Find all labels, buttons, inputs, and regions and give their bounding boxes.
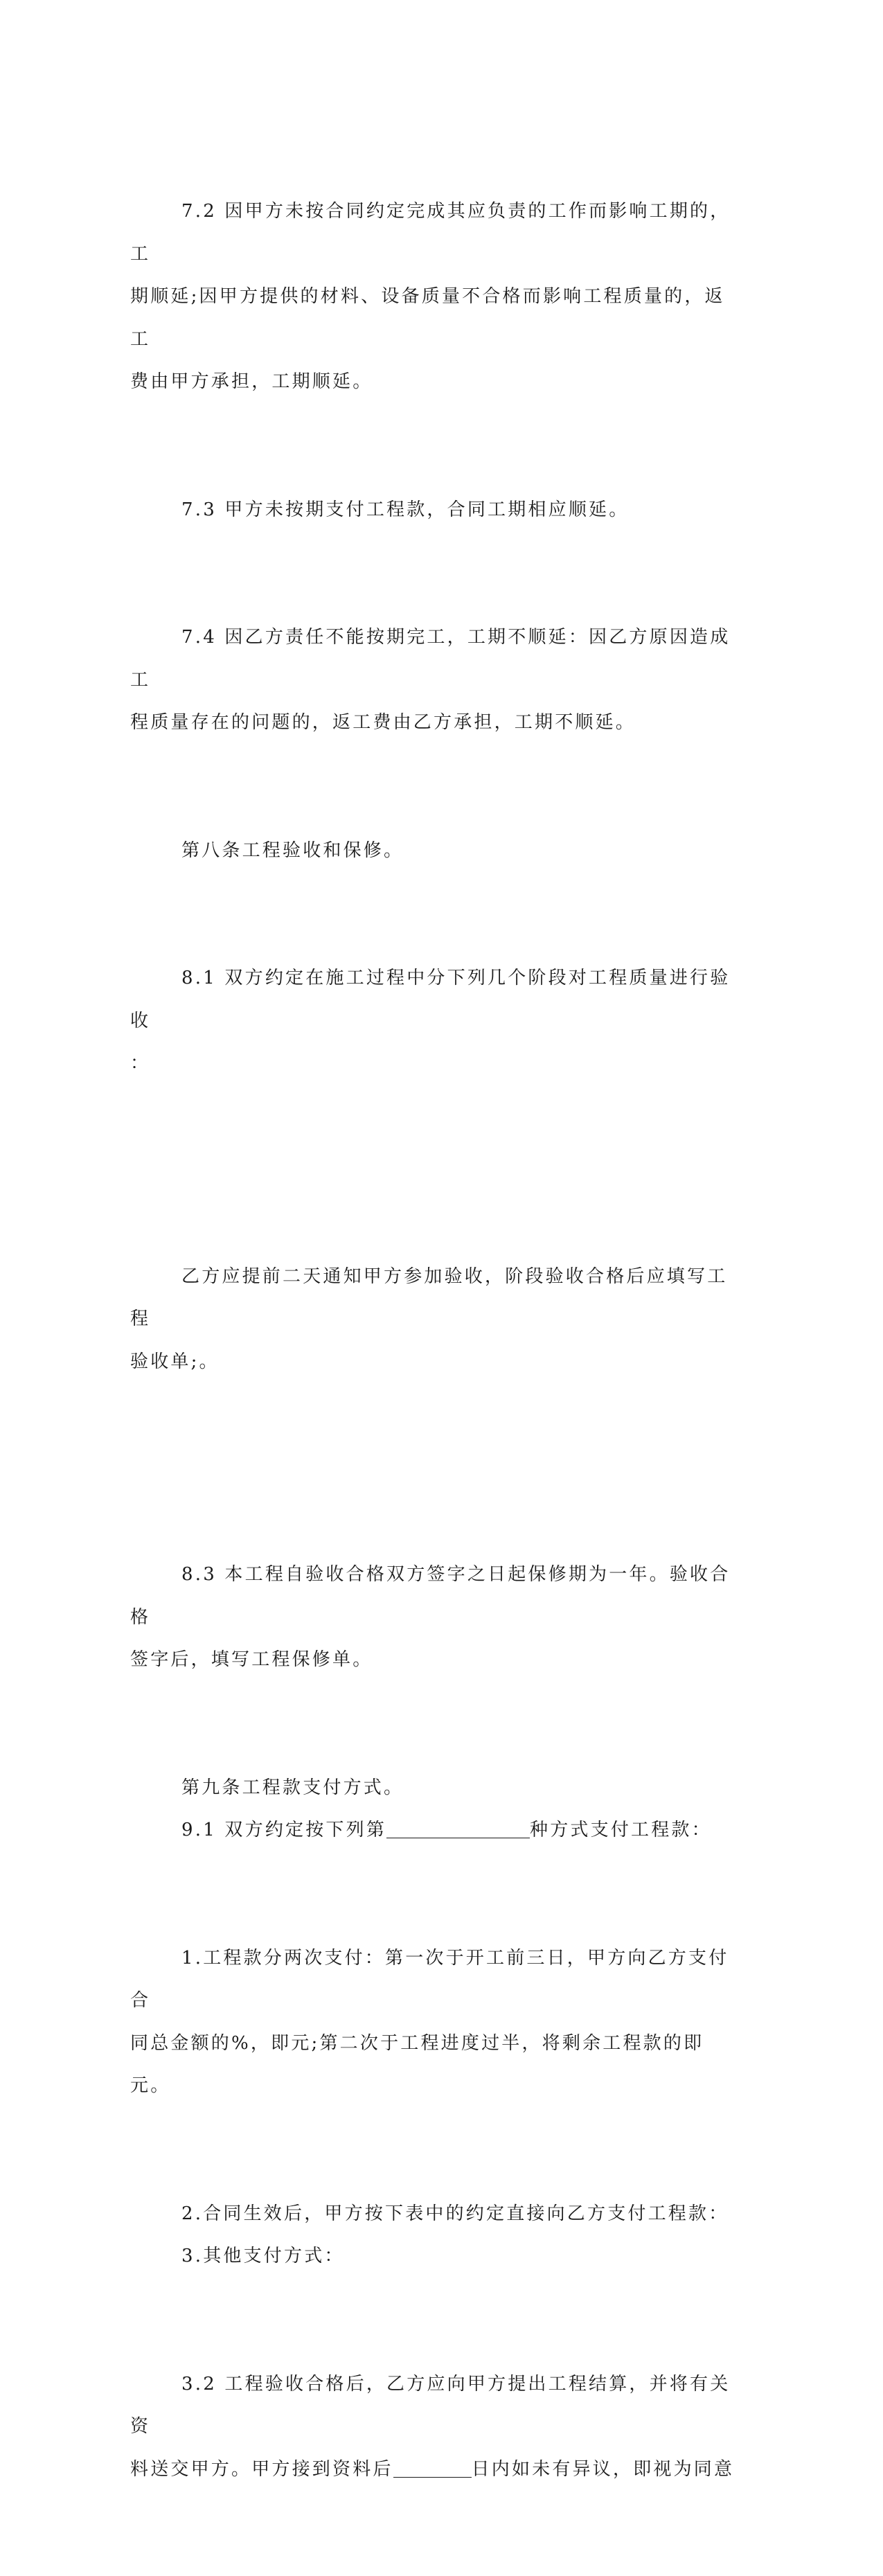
clause-9-1 bbox=[130, 1809, 740, 1852]
clause-8-1-line-2: ： bbox=[130, 1042, 740, 1085]
clause-3-2 bbox=[130, 2278, 740, 2576]
clause-8-1-line-1: 8.1 双方约定在施工过程中分下列几个阶段对工程质量进行验收 bbox=[130, 957, 740, 1042]
clause-8-3 bbox=[130, 1468, 740, 1767]
payment-option-1-line-1: 1.工程款分两次支付：第一次于开工前三日，甲方向乙方支付合 bbox=[130, 1937, 740, 2023]
document-page bbox=[0, 0, 883, 1143]
contract-text-body bbox=[130, 105, 740, 2576]
clause-7-2-line-1: 7.2 因甲方未按合同约定完成其应负责的工作而影响工期的，工 bbox=[130, 190, 740, 276]
clause-7-4 bbox=[130, 531, 740, 830]
clause-9-1-text-after: 种方式支付工程款： bbox=[530, 1820, 712, 1840]
days-blank bbox=[393, 2459, 472, 2478]
clause-7-2-line-3: 费由甲方承担，工期顺延。 bbox=[130, 361, 740, 404]
clause-7-2-line-2: 期顺延;因甲方提供的材料、设备质量不合格而影响工程质量的，返工 bbox=[130, 276, 740, 361]
payment-option-1 bbox=[130, 1852, 740, 2193]
clause-8-2 bbox=[130, 1171, 740, 1469]
clause-3-2-text-after: 日内如未有异议，即视为同意 bbox=[472, 2459, 735, 2480]
payment-option-1-line-2: 同总金额的%，即元;第二次于工程进度过半，将剩余工程款的即元。 bbox=[130, 2023, 740, 2108]
clause-7-4-line-2: 程质量存在的问题的，返工费由乙方承担，工期不顺延。 bbox=[130, 702, 740, 745]
clause-7-2 bbox=[130, 105, 740, 489]
article-8-heading: 第八条工程验收和保修。 bbox=[130, 830, 740, 873]
clause-3-2-line-2 bbox=[130, 2449, 740, 2491]
article-9-heading: 第九条工程款支付方式。 bbox=[130, 1767, 740, 1810]
payment-option-3: 3.其他支付方式： bbox=[130, 2235, 740, 2278]
payment-option-2: 2.合同生效后，甲方按下表中的约定直接向乙方支付工程款： bbox=[130, 2193, 740, 2236]
clause-8-3-line-2: 签字后，填写工程保修单。 bbox=[130, 1639, 740, 1682]
clause-9-1-text-before: 9.1 双方约定按下列第 bbox=[181, 1820, 386, 1840]
clause-3-2-text-before: 料送交甲方。甲方接到资料后 bbox=[130, 2459, 393, 2480]
clause-7-3: 7.3 甲方未按期支付工程款，合同工期相应顺延。 bbox=[130, 489, 740, 532]
clause-7-4-line-1: 7.4 因乙方责任不能按期完工，工期不顺延：因乙方原因造成工 bbox=[130, 616, 740, 702]
clause-8-3-line-1: 8.3 本工程自验收合格双方签字之日起保修期为一年。验收合格 bbox=[130, 1554, 740, 1639]
clause-3-2-line-1: 3.2 工程验收合格后，乙方应向甲方提出工程结算，并将有关资 bbox=[130, 2363, 740, 2449]
clause-8-2-line-2: 验收单;。 bbox=[130, 1341, 740, 1384]
clause-8-2-line-1: 乙方应提前二天通知甲方参加验收，阶段验收合格后应填写工程 bbox=[130, 1256, 740, 1341]
clause-8-1 bbox=[130, 872, 740, 1171]
payment-method-blank bbox=[386, 1820, 530, 1838]
